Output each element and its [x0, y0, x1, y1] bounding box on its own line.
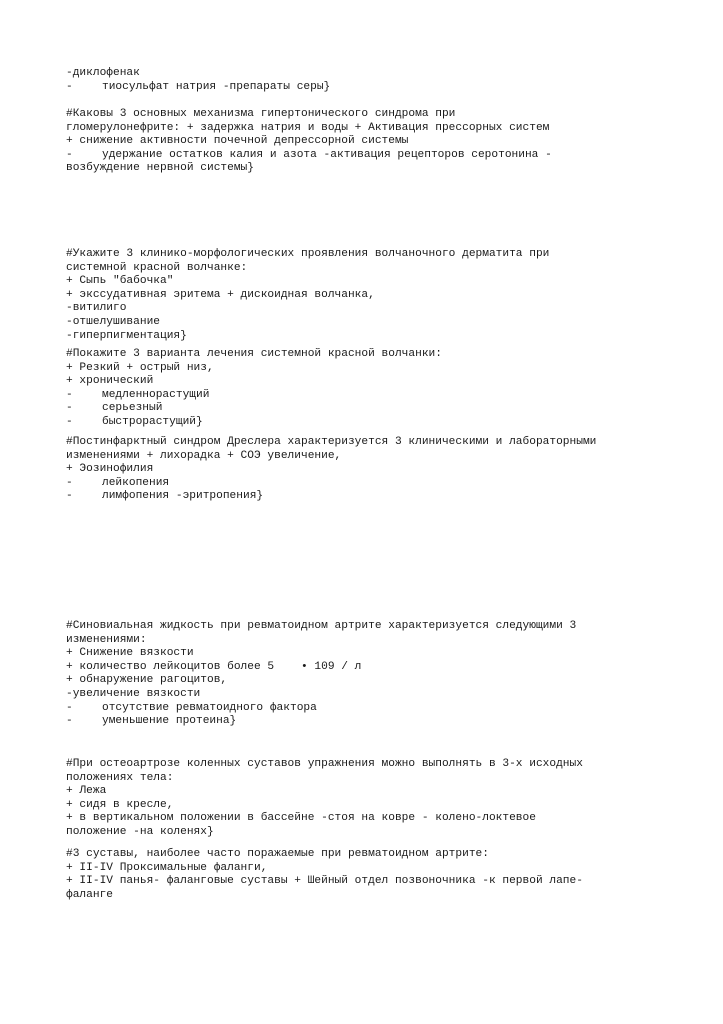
text-line — [66, 402, 676, 416]
line-text: -витилиго — [66, 302, 127, 315]
line-text: + II-IV панья- фаланговые суставы + Шейный отдел позвоночника -к первой лапе- — [66, 875, 583, 888]
line-text: + Снижение вязкости — [66, 647, 194, 660]
text-block-8 — [66, 848, 676, 902]
line-text: #Постинфарктный синдром Дреслера характеризуется 3 клиническими и лабораторными — [66, 436, 597, 448]
line-text: -диклофенак — [66, 67, 140, 79]
line-text: + Лежа — [66, 785, 107, 798]
text-line — [66, 826, 676, 840]
text-line — [66, 81, 676, 95]
line-text: #Синовиальная жидкость при ревматоидном артрите характеризуется следующими 3 — [66, 620, 577, 632]
text-block-6 — [66, 620, 676, 729]
list-marker: - — [66, 701, 73, 714]
text-line — [66, 262, 676, 276]
line-text: системной красной волчанке: — [66, 261, 248, 274]
text-line — [66, 248, 676, 262]
line-text: + Резкий + острый низ, — [66, 361, 214, 374]
line-text: гломерулонефрите: + задержка натрия и воды + Активация прессорных систем — [66, 121, 550, 134]
line-text: #3 суставы, наиболее часто поражаемые при ревматоидном артрите: — [66, 848, 489, 860]
text-line — [66, 135, 676, 149]
line-text: -отшелушивание — [66, 315, 160, 328]
text-line — [66, 620, 676, 634]
text-line — [66, 450, 676, 464]
line-text: + Сыпь "бабочка" — [66, 275, 174, 288]
text-line — [66, 275, 676, 289]
text-block-5 — [66, 436, 676, 504]
line-text: #При остеоартрозе коленных суставов упражнения можно выполнять в 3-х исходных — [66, 758, 583, 770]
text-line — [66, 477, 676, 491]
line-text: фаланге — [66, 888, 113, 901]
text-line — [66, 122, 676, 136]
list-marker: - — [66, 415, 73, 428]
text-line — [66, 149, 676, 163]
text-line — [66, 848, 676, 862]
text-block-4 — [66, 348, 676, 430]
text-line — [66, 362, 676, 376]
line-text: + Эозинофилия — [66, 463, 154, 476]
line-text: возбуждение нервной системы} — [66, 162, 254, 175]
list-marker: - — [66, 148, 73, 161]
line-text: #Покажите 3 варианта лечения системной красной волчанки: — [66, 348, 442, 360]
line-text: + количество лейкоцитов более 5 • 109 / л — [66, 660, 362, 673]
line-text: + II-IV Проксимальные фаланги, — [66, 861, 268, 874]
text-line — [66, 647, 676, 661]
list-marker: - — [66, 715, 73, 728]
text-line — [66, 302, 676, 316]
text-line — [66, 463, 676, 477]
line-text: #Каковы 3 основных механизма гипертонического синдрома при — [66, 108, 456, 120]
text-line — [66, 715, 676, 729]
text-line — [66, 316, 676, 330]
line-text: + в вертикальном положении в бассейне -стоя на ковре - колено-локтевое — [66, 812, 536, 825]
text-line — [66, 634, 676, 648]
text-line — [66, 67, 676, 81]
line-text: лимфопения -эритропения} — [102, 490, 264, 503]
line-text: изменениями: — [66, 633, 147, 646]
line-text: быстрорастущий} — [102, 415, 203, 428]
text-line — [66, 688, 676, 702]
text-block-7 — [66, 758, 676, 840]
list-marker: - — [66, 388, 73, 401]
text-line — [66, 661, 676, 675]
line-text: -гиперпигментация} — [66, 329, 187, 342]
text-line — [66, 785, 676, 799]
text-line — [66, 162, 676, 176]
text-line — [66, 375, 676, 389]
line-text: -увеличение вязкости — [66, 687, 201, 700]
text-block-2 — [66, 108, 676, 176]
line-text: тиосульфат натрия -препараты серы} — [102, 80, 331, 93]
text-line — [66, 330, 676, 344]
line-text: #Укажите 3 клинико-морфологических проявления волчаночного дерматита при — [66, 248, 550, 260]
line-text: серьезный — [102, 402, 163, 415]
text-line — [66, 436, 676, 450]
list-marker: - — [66, 402, 73, 415]
line-text: положение -на коленях} — [66, 825, 214, 838]
text-line — [66, 799, 676, 813]
line-text: уменьшение протеина} — [102, 715, 237, 728]
line-text: лейкопения — [102, 476, 170, 489]
list-marker: - — [66, 80, 73, 93]
text-line — [66, 289, 676, 303]
line-text: + экссудативная эритема + дискоидная волчанка, — [66, 288, 375, 301]
text-line — [66, 772, 676, 786]
text-line — [66, 490, 676, 504]
line-text: удержание остатков калия и азота -активация рецепторов серотонина - — [102, 148, 552, 161]
text-line — [66, 862, 676, 876]
text-line — [66, 108, 676, 122]
line-text: медленнорастущий — [102, 388, 210, 401]
line-text: + снижение активности почечной депрессорной системы — [66, 135, 409, 148]
text-line — [66, 875, 676, 889]
text-line — [66, 674, 676, 688]
text-line — [66, 758, 676, 772]
line-text: + сидя в кресле, — [66, 798, 174, 811]
line-text: положениях тела: — [66, 771, 174, 784]
line-text: + хронический — [66, 375, 154, 388]
line-text: + обнаружение рагоцитов, — [66, 674, 228, 687]
list-marker: - — [66, 490, 73, 503]
text-line — [66, 416, 676, 430]
line-text: изменениями + лихорадка + СОЭ увеличение, — [66, 449, 342, 462]
text-line — [66, 348, 676, 362]
text-line — [66, 812, 676, 826]
text-line — [66, 889, 676, 903]
text-line — [66, 702, 676, 716]
text-block-1 — [66, 67, 676, 94]
line-text: отсутствие ревматоидного фактора — [102, 701, 317, 714]
text-block-3 — [66, 248, 676, 343]
text-line — [66, 389, 676, 403]
list-marker: - — [66, 476, 73, 489]
